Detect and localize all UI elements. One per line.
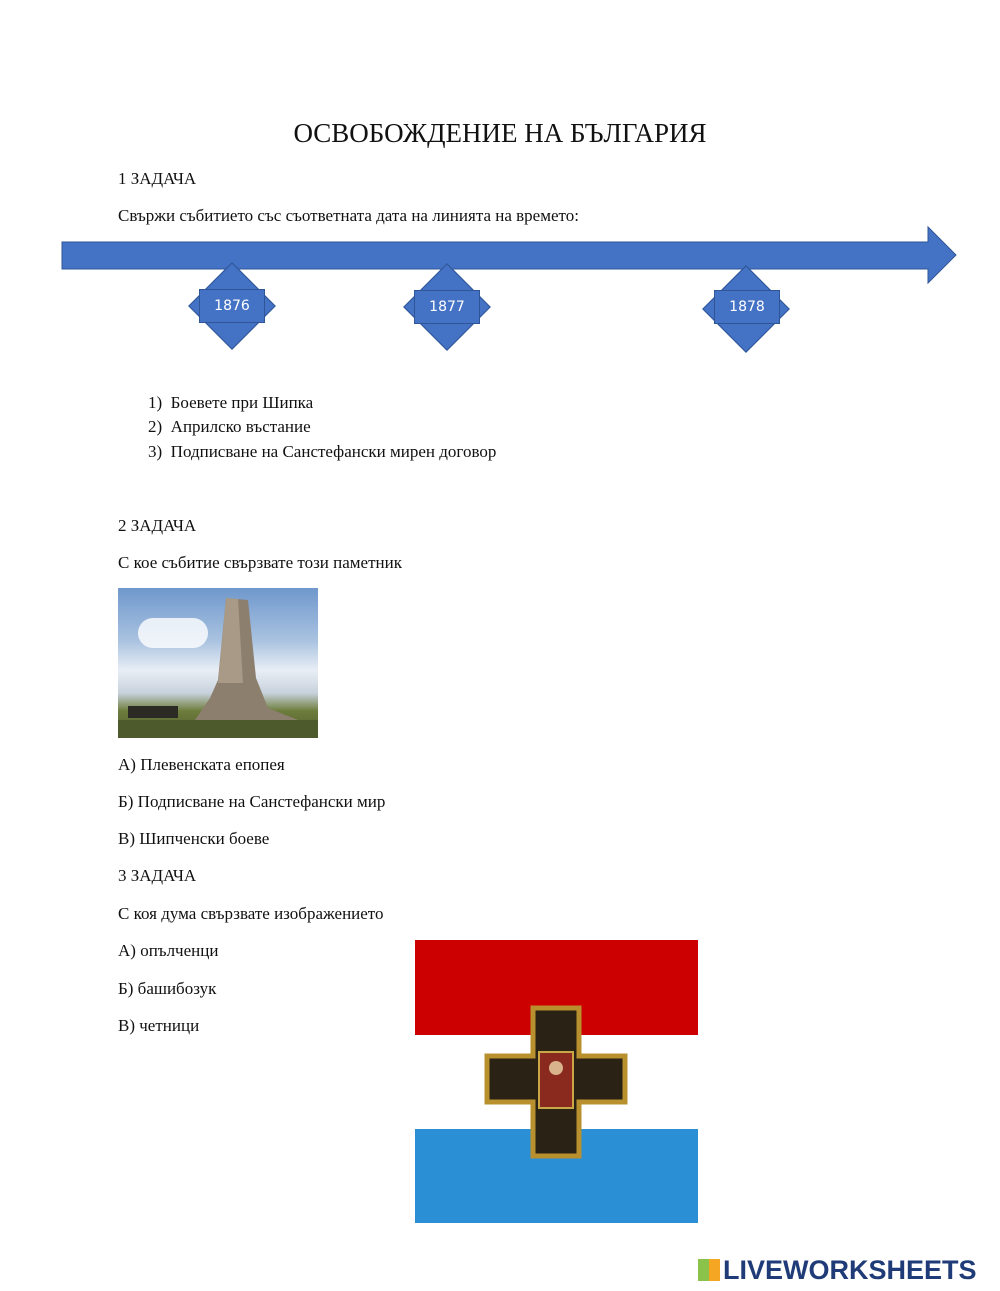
liveworksheets-logo — [698, 1255, 977, 1286]
task3-option-a[interactable]: А) опълченци — [118, 941, 219, 960]
task2-prompt: С кое събитие свързвате този паметник — [118, 553, 402, 572]
task2-option-c[interactable]: В) Шипченски боеве — [118, 829, 270, 848]
date-label: 1877 — [414, 290, 480, 324]
event-item[interactable]: 1) Боевете при Шипка — [148, 393, 314, 412]
task3-option-c[interactable]: В) четници — [118, 1016, 200, 1035]
shipka-monument-photo — [118, 588, 318, 738]
date-label: 1878 — [714, 290, 780, 324]
opalchentsi-flag-image — [415, 940, 698, 1223]
task2-heading: 2 ЗАДАЧА — [118, 516, 197, 535]
page-title: ОСВОБОЖДЕНИЕ НА БЪЛГАРИЯ — [293, 118, 707, 148]
event-item[interactable]: 3) Подписване на Санстефански мирен договор — [148, 442, 497, 461]
task3-prompt: С коя дума свързвате изображението — [118, 904, 384, 923]
task2-option-a[interactable]: А) Плевенската епопея — [118, 755, 285, 774]
task3-heading: 3 ЗАДАЧА — [118, 866, 197, 885]
date-label: 1876 — [199, 289, 265, 323]
task1-prompt: Свържи събитието със съответната дата на линията на времето: — [118, 206, 579, 225]
logo-text: LIVEWORKSHEETS — [723, 1255, 977, 1285]
task1-heading: 1 ЗАДАЧА — [118, 169, 197, 188]
event-item[interactable]: 2) Априлско въстание — [148, 417, 311, 436]
timeline-arrow — [60, 225, 960, 287]
task2-option-b[interactable]: Б) Подписване на Санстефански мир — [118, 792, 386, 811]
task3-option-b[interactable]: Б) башибозук — [118, 979, 217, 998]
